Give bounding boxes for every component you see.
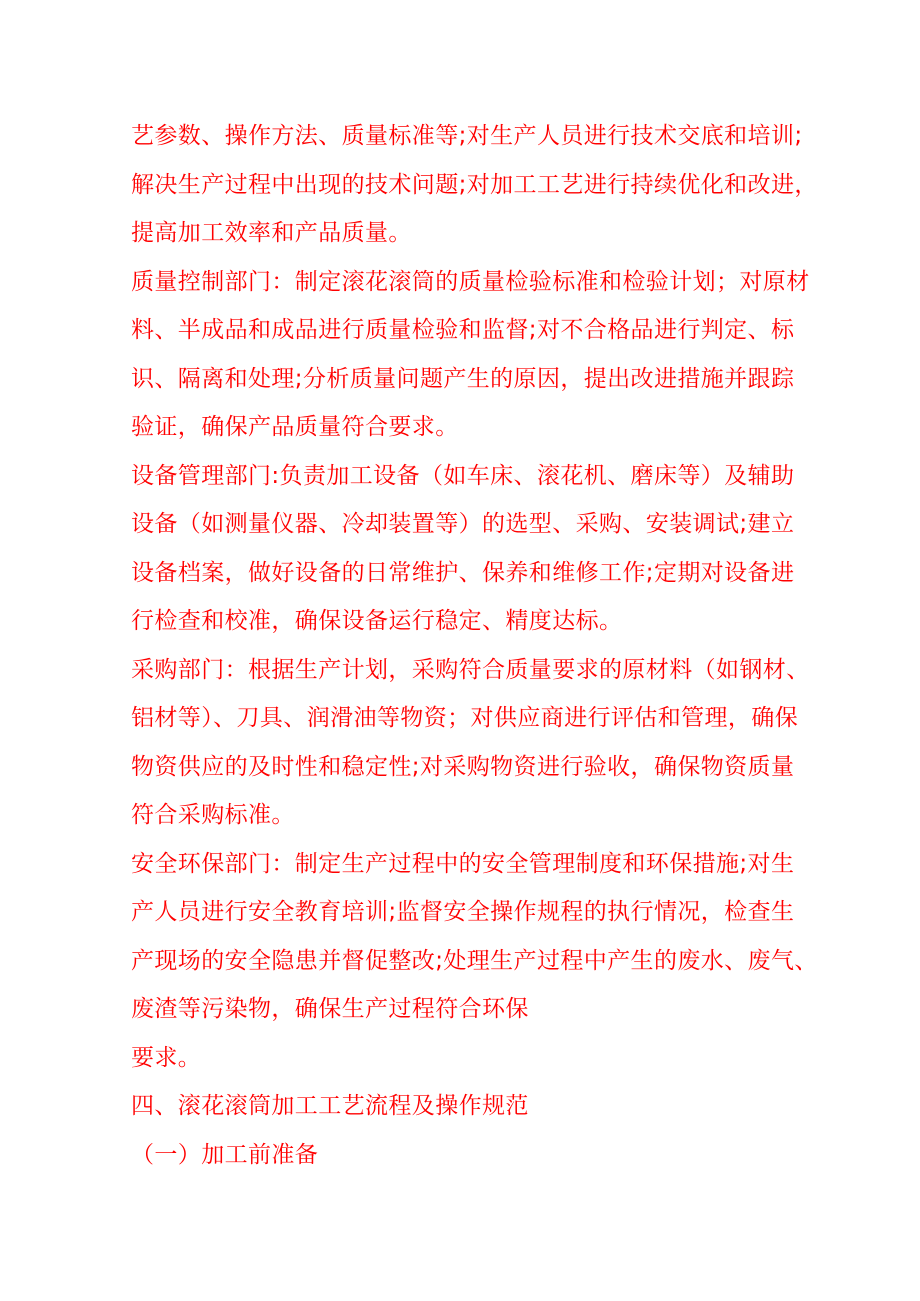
paragraph-line: 要求。: [131, 1044, 202, 1071]
paragraph-line: 质量控制部门：制定滚花滚筒的质量检验标准和检验计划；对原材: [131, 268, 810, 295]
paragraph-line: 产现场的安全隐患并督促整改;处理生产过程中产生的废水、废气、: [131, 947, 818, 974]
paragraph-line: 设备（如测量仪器、冷却装置等）的选型、采购、安装调试;建立: [131, 511, 795, 537]
paragraph-line: 符合采购标准。: [131, 802, 295, 828]
section-heading: 四、滚花滚筒加工工艺流程及操作规范: [131, 1093, 529, 1119]
paragraph-line: 设备档案，做好设备的日常维护、保养和维修工作;定期对设备进: [131, 559, 795, 586]
paragraph-line: 料、半成品和成品进行质量检验和监督;对不合格品进行判定、标: [131, 317, 795, 343]
document-body: [131, 112, 818, 1179]
paragraph-line: 提高加工效率和产品质量。: [131, 220, 412, 246]
paragraph-line: 安全环保部门：制定生产过程中的安全管理制度和环保措施;对生: [131, 850, 795, 877]
paragraph-line: 废渣等污染物，确保生产过程符合环保: [131, 996, 529, 1022]
paragraph-line: 验证，确保产品质量符合要求。: [131, 414, 459, 440]
paragraph-line: 艺参数、操作方法、质量标准等;对生产人员进行技术交底和培训;: [131, 123, 803, 149]
subsection-heading: （一）加工前准备: [131, 1141, 319, 1168]
paragraph-line: 物资供应的及时性和稳定性;对采购物资进行验收，确保物资质量: [131, 753, 795, 780]
paragraph-line: 采购部门：根据生产计划，采购符合质量要求的原材料（如钢材、: [131, 656, 810, 683]
paragraph-line: 设备管理部门:负责加工设备（如车床、滚花机、磨床等）及辅助: [131, 462, 795, 489]
paragraph-line: 解决生产过程中出现的技术问题;对加工工艺进行持续优化和改进，: [131, 171, 818, 198]
paragraph-line: 铝材等）、刀具、润滑油等物资；对供应商进行评估和管理，确保: [131, 705, 799, 731]
paragraph-line: 识、隔离和处理;分析质量问题产生的原因，提出改进措施并跟踪: [131, 365, 795, 392]
paragraph-line: 产人员进行安全教育培训;监督安全操作规程的执行情况，检查生: [131, 899, 795, 925]
paragraph-line: 行检查和校准，确保设备运行稳定、精度达标。: [131, 608, 623, 634]
